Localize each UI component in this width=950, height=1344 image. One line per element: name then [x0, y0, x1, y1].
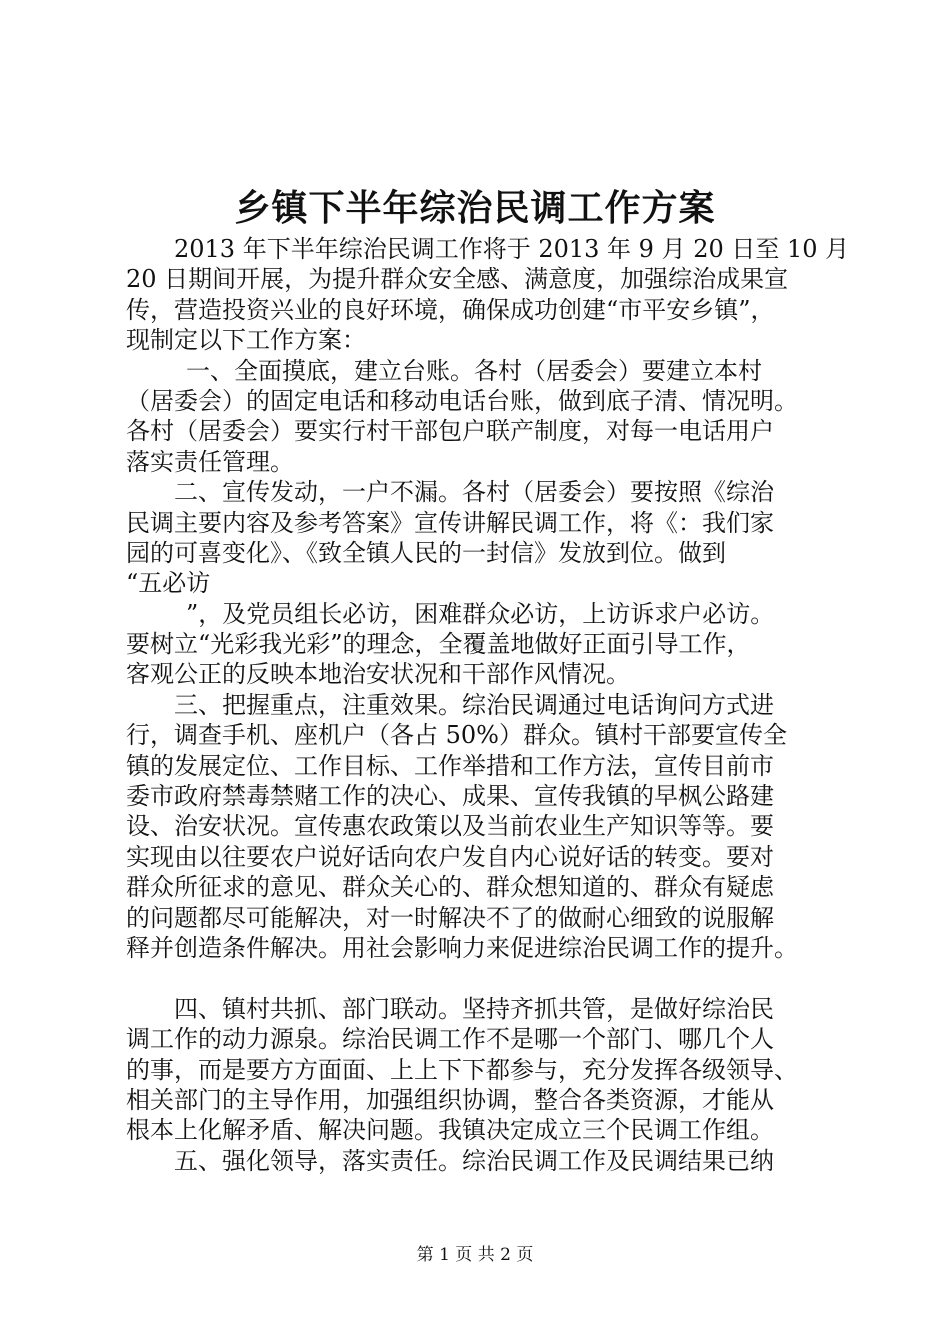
text-line: 调工作的动力源泉。综治民调工作不是哪一个部门、哪几个人 — [126, 1025, 774, 1054]
text-line: 设、治安状况。宣传惠农政策以及当前农业生产知识等等。要 — [126, 812, 774, 841]
text-line: 镇的发展定位、工作目标、工作举措和工作方法，宣传目前市 — [126, 751, 774, 780]
text-line: 的问题都尽可能解决，对一时解决不了的做耐心细致的说服解 — [126, 903, 774, 932]
text-line: 园的可喜变化》、《致全镇人民的一封信》发放到位。做到 — [126, 538, 726, 567]
text-line: 现制定以下工作方案： — [126, 326, 366, 355]
text-line: ”，及党员组长必访，困难群众必访，上访诉求户必访。 — [186, 599, 775, 628]
text-line: 实现由以往要农户说好话向农户发自内心说好话的转变。要对 — [126, 842, 774, 871]
text-line: 二、宣传发动，一户不漏。各村（居委会）要按照《综治 — [174, 478, 774, 507]
document-body — [126, 234, 850, 1176]
page-number: 第 1 页 共 2 页 — [416, 1245, 534, 1265]
document-title: 乡镇下半年综治民调工作方案 — [234, 187, 716, 229]
text-line: 相关部门的主导作用，加强组织协调，整合各类资源，才能从 — [126, 1085, 774, 1114]
text-line: 四、镇村共抓、部门联动。坚持齐抓共管，是做好综治民 — [174, 994, 774, 1023]
text-line: 三、把握重点，注重效果。综治民调通过电话询问方式进 — [174, 690, 774, 719]
text-line: 民调主要内容及参考答案》宣传讲解民调工作，将《：我们家 — [126, 508, 774, 537]
text-line: 一、全面摸底，建立台账。各村（居委会）要建立本村 — [186, 356, 762, 385]
text-line: 群众所征求的意见、群众关心的、群众想知道的、群众有疑虑 — [126, 873, 774, 902]
text-line: 委市政府禁毒禁赌工作的决心、成果、宣传我镇的早枫公路建 — [126, 782, 774, 811]
text-line: “五必访 — [126, 569, 211, 598]
text-line: 客观公正的反映本地治安状况和干部作风情况。 — [126, 660, 630, 689]
text-line: （居委会）的固定电话和移动电话台账，做到底子清、情况明。 — [126, 386, 798, 415]
text-line: 行，调查手机、座机户（各占 50%）群众。镇村干部要宣传全 — [126, 721, 787, 750]
text-line: 2013 年下半年综治民调工作将于 2013 年 9 月 20 日至 10 月 — [174, 235, 850, 263]
text-line: 20 日期间开展，为提升群众安全感、满意度，加强综治成果宣 — [126, 265, 789, 294]
text-line: 释并创造条件解决。用社会影响力来促进综治民调工作的提升。 — [126, 933, 798, 962]
text-line: 传，营造投资兴业的良好环境，确保成功创建“市平安乡镇”， — [126, 295, 775, 324]
text-line: 根本上化解矛盾、解决问题。我镇决定成立三个民调工作组。 — [126, 1116, 774, 1145]
text-line: 落实责任管理。 — [126, 447, 294, 476]
text-line: 要树立“光彩我光彩”的理念，全覆盖地做好正面引导工作， — [126, 630, 751, 659]
text-line: 各村（居委会）要实行村干部包户联产制度，对每一电话用户 — [126, 417, 774, 446]
text-line: 五、强化领导，落实责任。综治民调工作及民调结果已纳 — [174, 1146, 774, 1175]
text-line: 的事，而是要方方面面、上上下下都参与，充分发挥各级领导、 — [126, 1055, 798, 1084]
paragraph-gap — [126, 963, 846, 993]
